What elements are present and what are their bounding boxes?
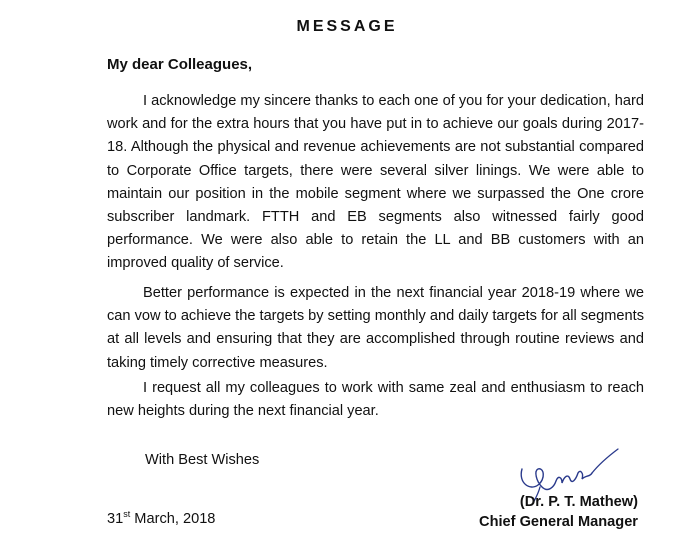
date-rest: March, 2018 <box>130 511 216 527</box>
date-day: 31 <box>107 511 124 527</box>
paragraph-2: Better performance is expected in the next financial year 2018-19 where we can vow to achieve the targets by setting monthly and daily targets for all segments at all levels and ensuring that they are accomplished through routine reviews and taking timely corrective measures. <box>107 285 645 371</box>
signer-title: Chief General Manager <box>479 514 638 530</box>
signer-name: (Dr. P. T. Mathew) <box>519 494 638 510</box>
closing-line: With Best Wishes <box>145 452 260 468</box>
salutation: My dear Colleagues, <box>107 56 253 73</box>
paragraph-1: I acknowledge my sincere thanks to each one of you for your dedication, hard work and for the extra hours that you have put in to achieve our goals during 2017-18. Although the physical and revenue achievements are not substantial compared to Corporate Office targets, there were several silver linings. We were able to maintain our position in the mobile segment where we surpassed the One crore subscriber landmark. FTTH and EB segments also witnessed fairly good performance. We were also able to retain the LL and BB customers with an improved quality of service. <box>107 93 644 272</box>
paragraph-3: I request all my colleagues to work with same zeal and enthusiasm to reach new heights during the next financial year. <box>107 380 644 420</box>
date-suffix: st <box>123 509 131 520</box>
document-title: MESSAGE <box>296 18 398 35</box>
document-date <box>107 511 215 527</box>
